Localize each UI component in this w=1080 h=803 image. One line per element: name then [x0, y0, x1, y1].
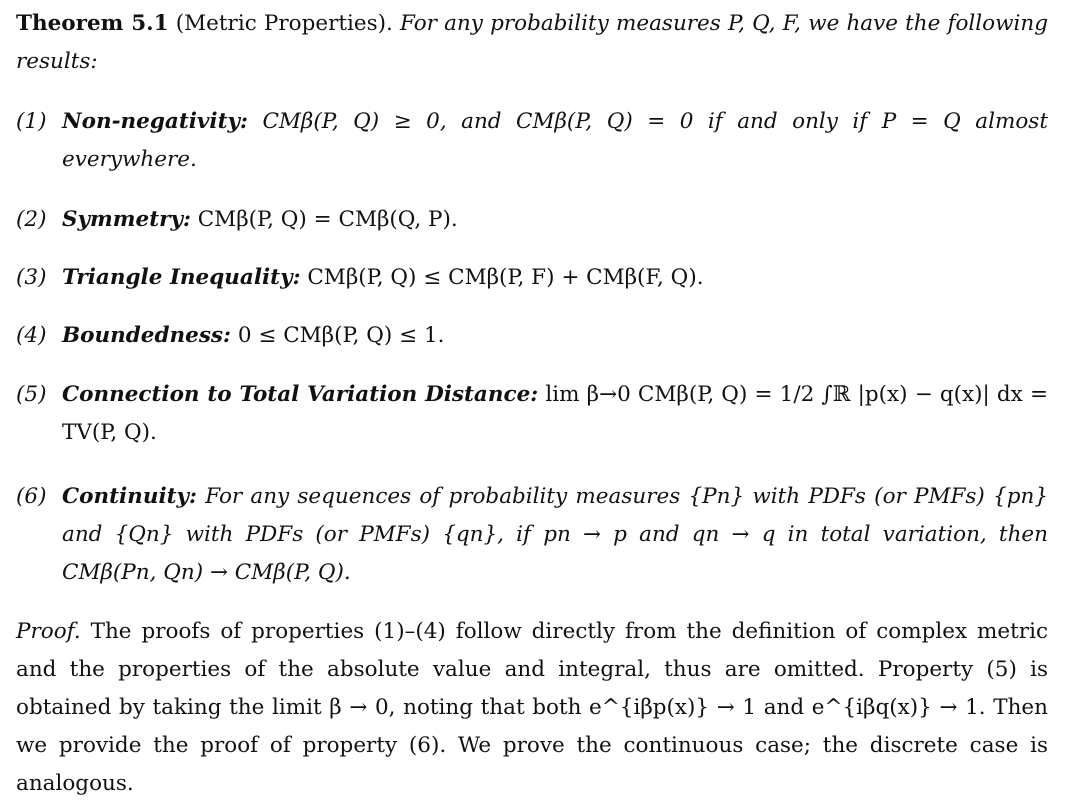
item-body: For any sequences of probability measures {Pn} with PDFs (or PMFs) {pn} and {Qn} with PDFs (or PMFs) {qn}, if pn → p and qn → q in total variation, then CMβ(Pn, Qn) → CMβ(P, Q).	[62, 484, 1048, 585]
item-body: 0 ≤ CMβ(P, Q) ≤ 1.	[237, 323, 445, 348]
theorem-item-2	[16, 201, 1048, 239]
item-title: Triangle Inequality:	[62, 265, 301, 290]
theorem-item-4	[16, 317, 1048, 355]
item-title: Non-negativity:	[62, 109, 248, 134]
item-body: CMβ(P, Q) ≤ CMβ(P, F) + CMβ(F, Q).	[307, 265, 704, 290]
theorem-statement: For any probability measures P, Q, F, we have the following results:	[16, 11, 1048, 74]
item-number: (6)	[16, 484, 47, 509]
item-number: (1)	[16, 109, 47, 134]
item-title: Connection to Total Variation Distance:	[62, 382, 539, 407]
proof-block	[16, 613, 1048, 803]
theorem-name: (Metric Properties).	[175, 11, 393, 36]
item-title: Boundedness:	[62, 323, 231, 348]
proof-text: The proofs of properties (1)–(4) follow directly from the definition of complex metric and the properties of the absolute value and integral, thus are omitted. Property (5) is obtained by taking the limit β → 0, noting that both e^{iβp(x)} → 1 and e^{iβq(x)} → 1. Then we provide the proof of property (6). We prove the continuous case; the discrete case is analogous.	[16, 619, 1048, 796]
item-number: (2)	[16, 207, 47, 232]
item-number: (3)	[16, 265, 47, 290]
proof-label: Proof.	[16, 619, 81, 644]
theorem-item-6	[16, 478, 1048, 592]
theorem-block	[16, 5, 1048, 81]
item-number: (4)	[16, 323, 47, 348]
item-number: (5)	[16, 382, 47, 407]
theorem-label: Theorem 5.1	[16, 11, 169, 36]
theorem-item-3	[16, 259, 1048, 297]
item-body: CMβ(P, Q) ≥ 0, and CMβ(P, Q) = 0 if and only if P = Q almost everywhere.	[62, 109, 1048, 172]
theorem-item-5	[16, 376, 1048, 452]
item-body: lim β→0 CMβ(P, Q) = 1/2 ∫ℝ |p(x) − q(x)| dx = TV(P, Q).	[62, 382, 1048, 445]
item-title: Continuity:	[62, 484, 197, 509]
theorem-item-1	[16, 103, 1048, 179]
item-body: CMβ(P, Q) = CMβ(Q, P).	[197, 207, 458, 232]
item-title: Symmetry:	[62, 207, 191, 232]
